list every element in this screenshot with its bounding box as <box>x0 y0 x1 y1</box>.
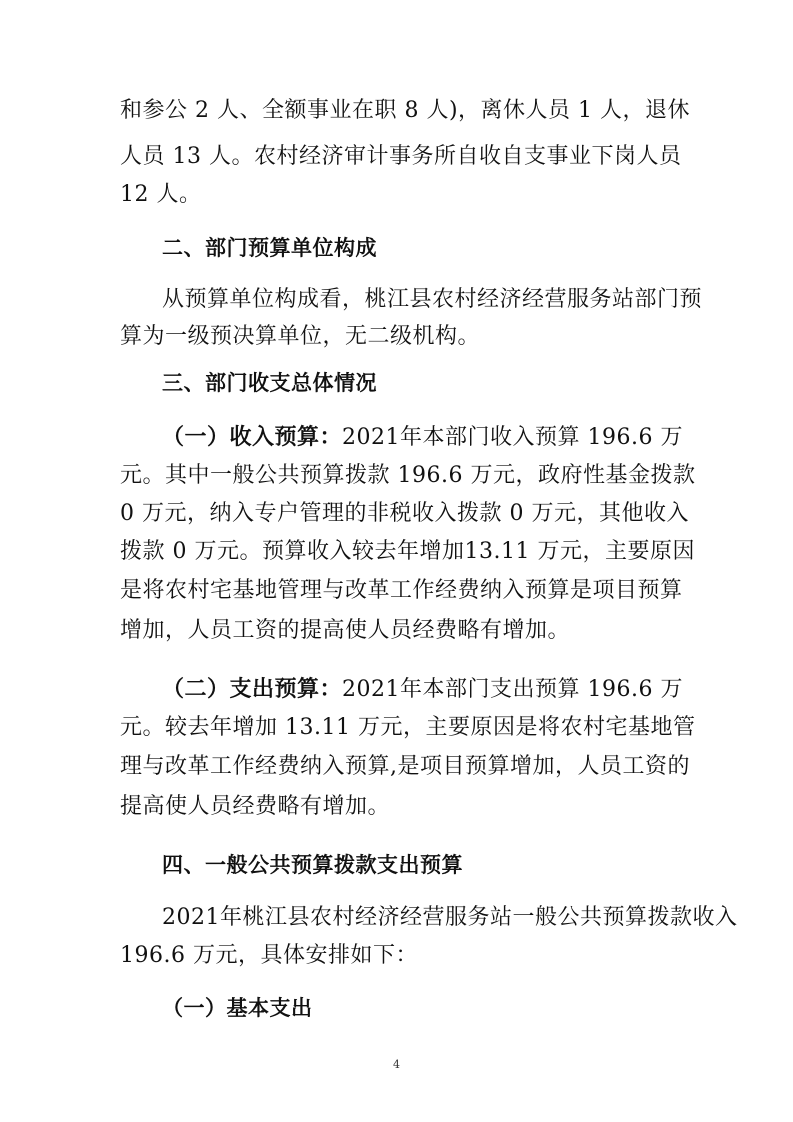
income-label: （一）收入预算： <box>162 425 343 450</box>
section4-line-2: 196.6 万元，具体安排如下： <box>120 943 418 968</box>
para1-line-3: 12 人。 <box>120 182 202 207</box>
income-line-1 <box>162 423 683 453</box>
expense-line-1 <box>162 675 683 705</box>
section2-line-1: 从预算单位构成看，桃江县农村经济经营服务站部门预 <box>162 287 703 312</box>
subsection-heading-basic-expenditure: （一）基本支出 <box>162 996 313 1020</box>
section-heading-4: 四、一般公共预算拨款支出预算 <box>162 853 463 877</box>
section-heading-2: 二、部门预算单位构成 <box>162 236 377 260</box>
section4-line-1: 2021年桃江县农村经济经营服务站一般公共预算拨款收入 <box>162 905 738 930</box>
income-line-2: 元。其中一般公共预算拨款 196.6 万元，政府性基金拨款 <box>120 463 696 488</box>
expense-text: 2021年本部门支出预算 196.6 万 <box>342 677 683 702</box>
expense-label: （二）支出预算： <box>162 677 343 702</box>
income-text: 2021年本部门收入预算 196.6 万 <box>342 425 683 450</box>
income-line-6: 增加，人员工资的提高使人员经费略有增加。 <box>120 618 571 643</box>
expense-line-4: 提高使人员经费略有增加。 <box>120 794 391 819</box>
income-line-4: 拨款 0 万元。预算收入较去年增加13.11 万元，主要原因 <box>120 539 695 564</box>
expense-line-3: 理与改革工作经费纳入预算,是项目预算增加，人员工资的 <box>120 754 690 779</box>
page-number: 4 <box>393 1058 400 1071</box>
income-line-3: 0 万元，纳入专户管理的非税收入拨款 0 万元，其他收入 <box>120 501 689 526</box>
section2-line-2: 算为一级预决算单位，无二级机构。 <box>120 324 481 349</box>
para1-line-2: 人员 13 人。农村经济审计事务所自收自支事业下岗人员 <box>120 144 682 169</box>
section-heading-3: 三、部门收支总体情况 <box>162 371 377 395</box>
para1-line-1: 和参公 2 人、全额事业在职 8 人)，离休人员 1 人，退休 <box>120 98 691 123</box>
income-line-5: 是将农村宅基地管理与改革工作经费纳入预算是项目预算 <box>120 578 683 603</box>
expense-line-2: 元。较去年增加 13.11 万元，主要原因是将农村宅基地管 <box>120 715 696 740</box>
